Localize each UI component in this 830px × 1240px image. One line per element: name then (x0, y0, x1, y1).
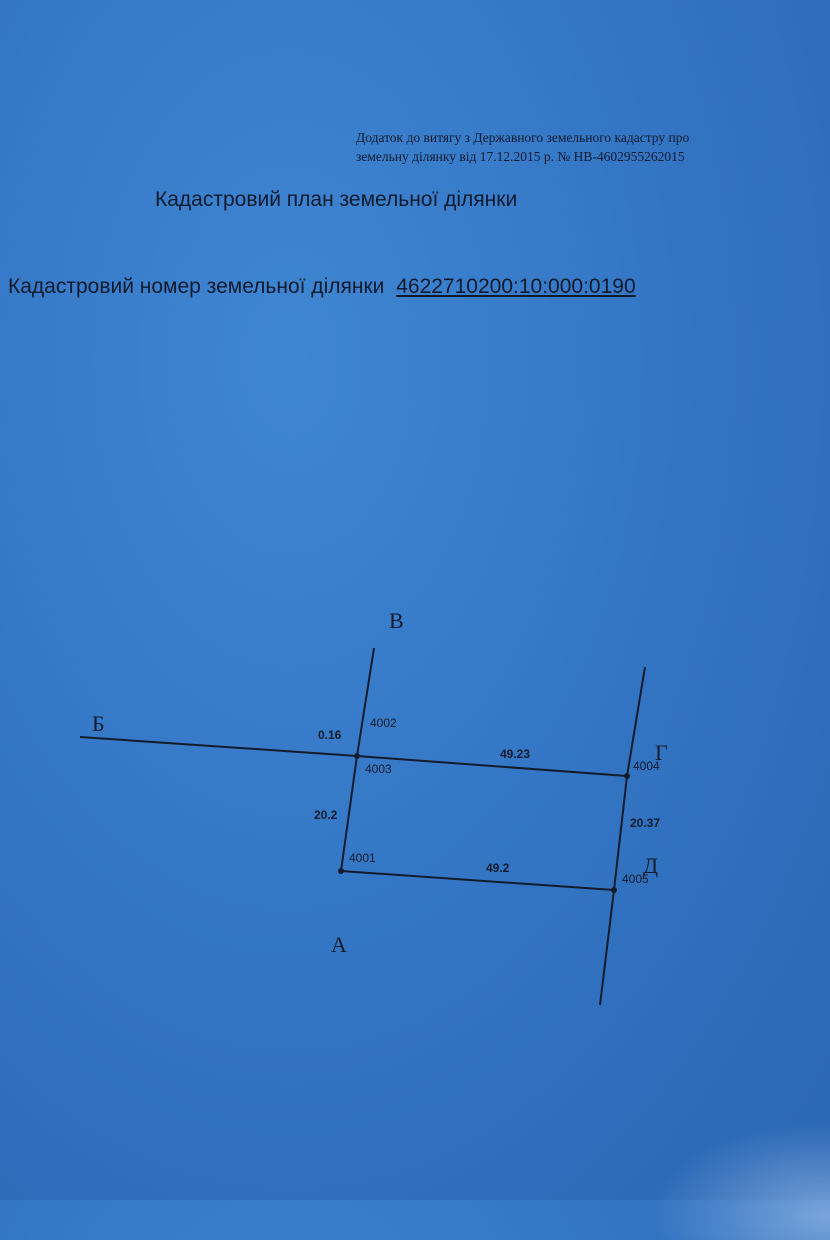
cadastral-number-label: Кадастровий номер земельної ділянки (8, 275, 385, 298)
length-label-202: 20.2 (314, 808, 338, 822)
length-label-016: 0.16 (318, 728, 342, 742)
point-label-4001: 4001 (349, 851, 376, 865)
point-4005-marker (611, 887, 617, 893)
point-4001-marker (338, 868, 344, 874)
point-label-4005: 4005 (622, 872, 649, 886)
point-label-4004: 4004 (633, 759, 660, 773)
neighbor-label-v: В (389, 608, 404, 633)
length-label-492: 49.2 (486, 861, 510, 875)
parcel-edge-4003-4004 (357, 756, 627, 776)
neighbor-label-d: Д (643, 853, 659, 878)
point-4003-marker (354, 753, 360, 759)
length-label-4923: 49.23 (500, 747, 531, 761)
boundary-line-b (80, 737, 357, 756)
neighbor-label-g: Г (655, 740, 668, 765)
note-line-1: Додаток до витягу з Державного земельного кадастру про (356, 130, 690, 145)
neighbor-label-a: А (331, 932, 347, 957)
cadastral-number-value: 4622710200:10:000:0190 (396, 275, 636, 298)
point-label-4002: 4002 (370, 716, 397, 730)
boundary-line-d-south (600, 890, 614, 1005)
note-line-2: земельну ділянку від 17.12.2015 р. № НВ-4602955262015 (356, 149, 685, 164)
page-title: Кадастровий план земельної ділянки (155, 188, 518, 211)
length-label-2037: 20.37 (630, 816, 661, 830)
neighbor-label-b: Б (92, 711, 105, 736)
boundary-line-v (357, 648, 374, 756)
photo-glare (650, 1120, 830, 1240)
point-label-4003: 4003 (365, 762, 392, 776)
parcel-edge-4001-4005 (341, 871, 614, 890)
point-4004-marker (624, 773, 630, 779)
